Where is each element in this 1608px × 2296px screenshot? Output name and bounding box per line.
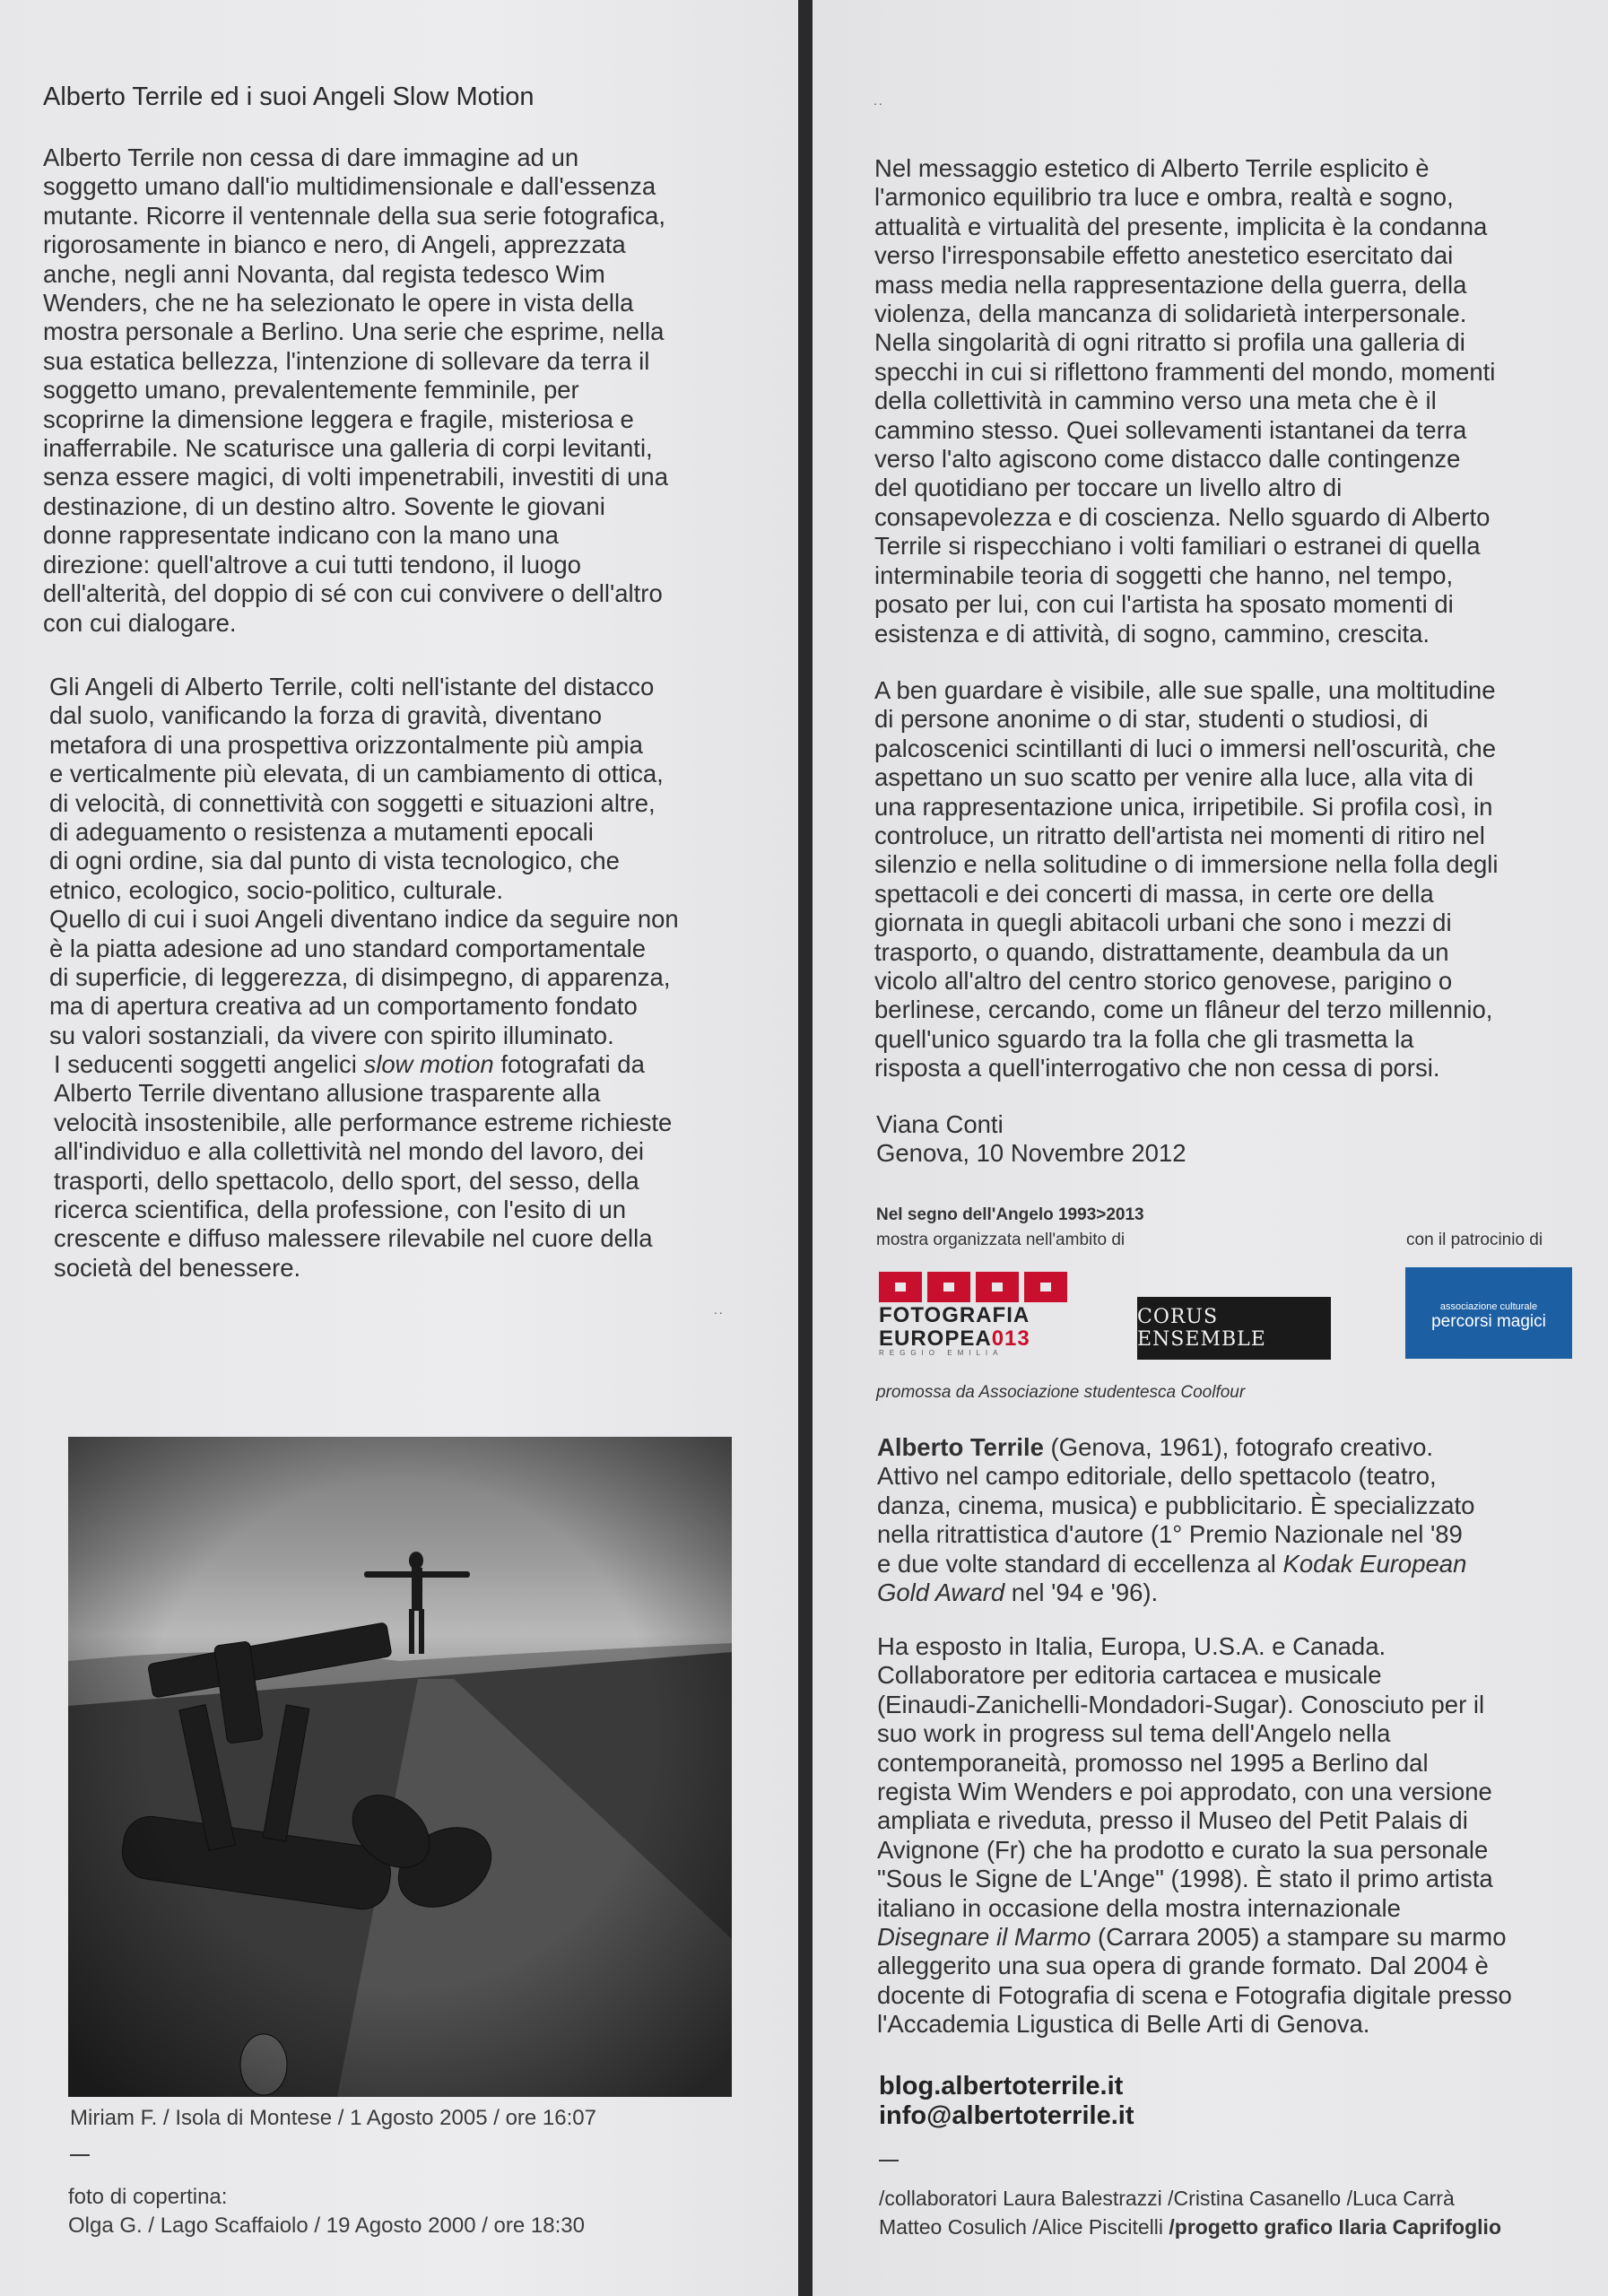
paragraph-1: Alberto Terrile non cessa di dare immagine ad un soggetto umano dall'io multidimensionale e dall'essenza mutante. Ricorre il ventennale della sua serie fotografica, rigorosamente in bianco e nero, di Angeli, apprezzata anche, negli anni Novanta, dal regista tedesco Wim Wenders, che ne ha selezionato le opere in vista della mostra personale a Berlino. Una serie che esprime, nella sua estatica bellezza, l'intenzione di sollevare da terra il soggetto umano, prevalentemente femminile, per scoprirne la dimensione leggera e fragile, misteriosa e inafferrabile. Ne scaturisce una galleria di corpi levitanti, senza essere magici, di volti impenetrabili, investiti di una destinazione, di un destino altro. Sovente le giovani donne rappresentate indicano con la mano una direzione: quell'altrove a cui tutti tendono, il luogo dell'alterità, del doppio di sé con cui convivere o dell'altro con cui dialogare.: [43, 144, 668, 637]
photo-illustration: [68, 1437, 732, 2097]
paragraph-4: Nel messaggio estetico di Alberto Terrile esplicito è l'armonico equilibrio tra luce e ombra, realtà e sogno, attualità e virtualità del presente, implicita è la condanna verso l'irresponsabile effetto anestetico esercitato dai mass media nella rappresentazione della guerra, della violenza, della mancanza di solidarietà interpersonale. Nella singolarità di ogni ritratto si profila una galleria di specchi in cui si riflettono frammenti del mondo, momenti della collettività in cammino verso una meta che è il cammino stesso. Quei sollevamenti istantanei da terra verso l'alto agiscono come distacco dalle contingenze del quotidiano per toccare un livello altro di consapevolezza e di coscienza. Nello sguardo di Alberto Terrile si rispecchiano i volti familiari o estranei di quella interminabile teoria di soggetti che hanno, nel tempo, posato per lui, con cui l'artista ha sposato momenti di esistenza e di attività, di sogno, cammino, crescita.: [874, 154, 1496, 648]
paragraph-3: I seducenti soggetti angelici slow motion fotografati da Alberto Terrile diventano allusione trasparente alla velocità insostenibile, alle performance estreme richieste all'individuo e alla collettività nel mondo del lavoro, dei trasporti, dello spettacolo, dello sport, del sesso, della ricerca scientifica, della professione, con l'esito di un crescente e diffuso malessere rilevabile nel cuore della società del benessere.: [54, 1050, 673, 1282]
caption-dash: [70, 2154, 90, 2156]
logo-city: REGGIO EMILIA: [879, 1349, 1004, 1357]
logo-block: [879, 1272, 922, 1302]
promoted-by: promossa da Associazione studentesca Coolfour: [876, 1383, 1246, 1402]
logo-block: [976, 1272, 1019, 1302]
logo-block: [927, 1272, 970, 1302]
author-name: Viana Conti: [876, 1110, 1004, 1138]
credits-dash: [879, 2160, 899, 2161]
left-page: [0, 0, 798, 2296]
essay-date: Genova, 10 Novembre 2012: [876, 1139, 1186, 1167]
email-link[interactable]: info@albertoterrile.it: [879, 2101, 1134, 2130]
corus-ensemble-logo: CORUS ENSEMBLE: [1137, 1297, 1331, 1360]
exhibition-subtitle: mostra organizzata nell'ambito di: [876, 1231, 1126, 1249]
photo-caption: Miriam F. / Isola di Montese / 1 Agosto 2005 / ore 16:07: [70, 2106, 596, 2130]
angel-photo: [68, 1437, 732, 2097]
paragraph-5: A ben guardare è visibile, alle sue spalle, una moltitudine di persone anonime o di star, studenti o studiosi, di palcoscenici scintillanti di luci o immersi nell'oscurità, che aspettano un suo scatto per venire alla luce, alla vita di una rappresentazione unica, irripetibile. Si profila così, in controluce, un ritratto dell'artista nei momenti di ritiro nel silenzio e nella solitudine o di immersione nella folla degli spettacoli e dei concerti di massa, in certe ore della giornata in quegli abitacoli urbani che sono i mezzi di trasporto, o quando, distrattamente, deambula da un vicolo all'altro del centro storico genovese, parigino o berlinese, cercando, come un flâneur del terzo millennio, quell'unico sguardo tra la folla che gli trasmetta la risposta a quell'interrogativo che non cessa di porsi.: [874, 676, 1499, 1083]
cover-label: foto di copertina:: [68, 2185, 228, 2209]
page-mark: ..: [714, 1302, 725, 1317]
logo-block: [1024, 1272, 1067, 1302]
percorsi-magici-logo: associazione culturale percorsi magici: [1405, 1267, 1572, 1359]
page-mark: ..: [874, 93, 884, 108]
logo-word-2: EUROPEA013: [879, 1326, 1030, 1351]
logo-word-1: FOTOGRAFIA: [879, 1303, 1030, 1327]
fotografia-europea-logo: [879, 1272, 1076, 1361]
biography-1: Alberto Terrile (Genova, 1961), fotografo creativo. Attivo nel campo editoriale, dello spettacolo (teatro, danza, cinema, musica) e pubblicitario. È specializzato nella ritrattistica d'autore (1° Premio Nazionale nel '89 e due volte standard di eccellenza al Kodak European Gold Award nel '94 e '96).: [877, 1433, 1475, 1607]
biography-2: Ha esposto in Italia, Europa, U.S.A. e Canada. Collaboratore per editoria cartacea e musicale (Einaudi-Zanichelli-Mondadori-Sugar). Conosciuto per il suo work in progress sul tema dell'Angelo nella contemporaneità, promosso nel 1995 a Berlino dal regista Wim Wenders e poi approdato, con una versione ampliata e riveduta, presso il Museo del Petit Palais di Avignone (Fr) che ha prodotto e curato la sua personale "Sous le Signe de L'Ange" (1998). È stato il primo artista italiano in occasione della mostra internazionale Disegnare il Marmo (Carrara 2005) a stampare su marmo alleggerito una sua opera di grande formato. Dal 2004 è docente di Fotografia di scena e Fotografia digitale presso l'Accademia Ligustica di Belle Arti di Genova.: [877, 1632, 1512, 2039]
exhibition-title: Nel segno dell'Angelo 1993>2013: [876, 1205, 1144, 1224]
blog-link[interactable]: blog.albertoterrile.it: [879, 2072, 1124, 2100]
cover-caption: Olga G. / Lago Scaffaiolo / 19 Agosto 2000 / ore 18:30: [68, 2213, 585, 2238]
article-title: Alberto Terrile ed i suoi Angeli Slow Motion: [43, 83, 535, 111]
credits: /collaboratori Laura Balestrazzi /Cristina Casanello /Luca Carrà Matteo Cosulich /Alice Piscitelli /progetto grafico Ilaria Caprifoglio: [879, 2187, 1501, 2239]
paragraph-2: Gli Angeli di Alberto Terrile, colti nell'istante del distacco dal suolo, vanificando la forza di gravità, diventano metafora di una prospettiva orizzontalmente più ampia e verticalmente più elevata, di un cambiamento di ottica, di velocità, di connettività con soggetti e situazioni altre, di adeguamento o resistenza a mutamenti epocali di ogni ordine, sia dal punto di vista tecnologico, che etnico, ecologico, socio-politico, culturale. Quello di cui i suoi Angeli diventano indice da seguire non è la piatta adesione ad uno standard comportamentale di superficie, di leggerezza, di disimpegno, di apparenza, ma di apertura creativa ad un comportamento fondato su valori sostanziali, da vivere con spirito illuminato.: [49, 673, 679, 1049]
patronage-label: con il patrocinio di: [1406, 1231, 1543, 1249]
